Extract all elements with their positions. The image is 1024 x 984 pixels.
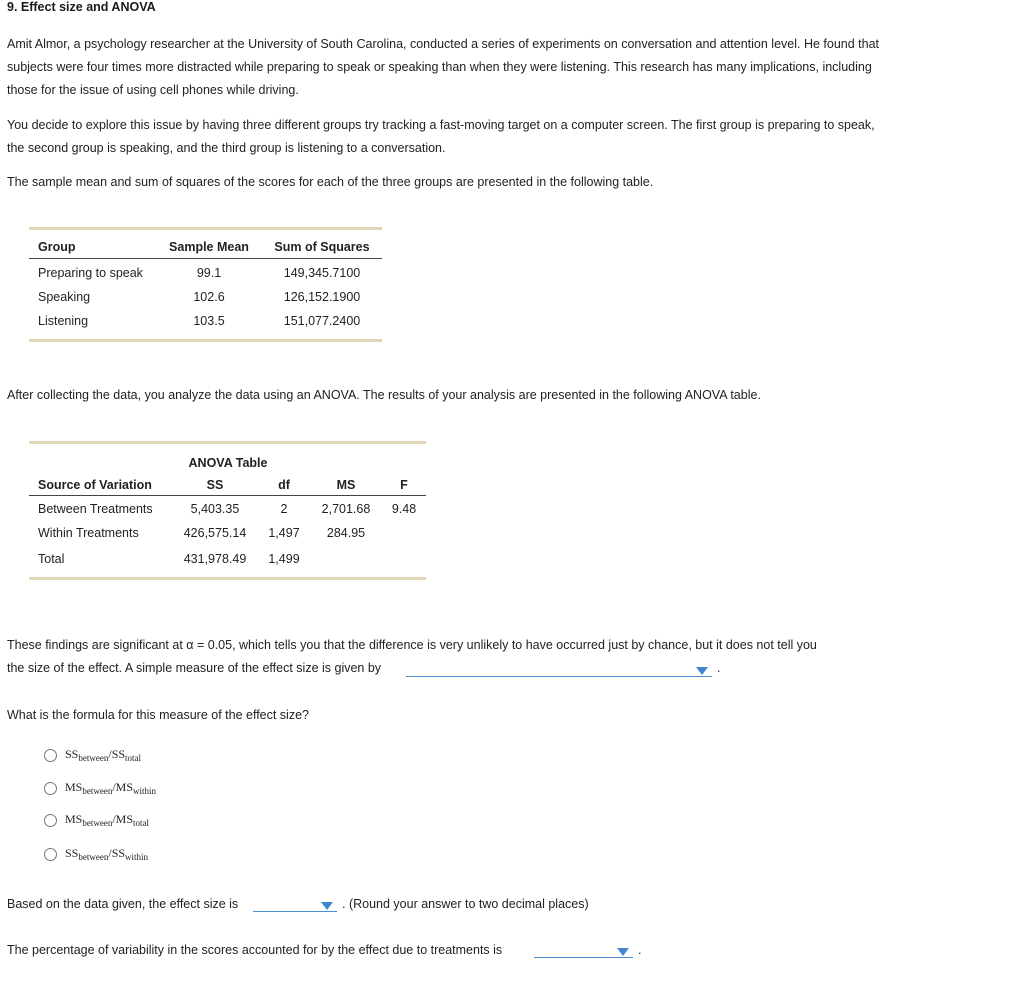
anova-cell-source: Total [38, 552, 65, 566]
radio-button[interactable] [44, 782, 57, 795]
anova-header-divider [29, 495, 426, 496]
formula-label: $MS_{between}/MS_{total}$ [65, 812, 150, 828]
effect-size-suffix: . (Round your answer to two decimal places) [342, 897, 589, 911]
anova-cell-source: Between Treatments [38, 502, 153, 516]
formula-option-ss-between-ss-within[interactable] [44, 845, 148, 863]
radio-button[interactable] [44, 749, 57, 762]
formula-label: $SS_{between}/SS_{total}$ [65, 747, 142, 763]
significance-text-line1: These findings are significant at α = 0.05, which tells you that the difference is very unlikely to have occurred just by chance, but it does not tell you [7, 638, 817, 652]
anova-cell-df: 1,499 [268, 552, 300, 566]
anova-cell-source: Within Treatments [38, 526, 139, 540]
effect-size-dropdown[interactable] [253, 897, 337, 912]
chevron-down-icon [617, 948, 629, 956]
table-cell-ss: 126,152.1900 [283, 290, 361, 304]
table-bottom-rule [29, 339, 382, 342]
percentage-prompt: The percentage of variability in the scores accounted for by the effect due to treatments is [7, 943, 503, 957]
header-sample-mean: Sample Mean [169, 240, 249, 254]
formula-question: What is the formula for this measure of the effect size? [7, 708, 309, 722]
anova-header-source: Source of Variation [38, 478, 152, 492]
anova-cell-df: 2 [280, 502, 288, 516]
explore-paragraph: You decide to explore this issue by having three different groups try tracking a fast-moving target on a computer screen. The first group is preparing to speak, the second group is speaking, and the third group is listening to a conversation. [7, 118, 875, 155]
table-cell-mean: 99.1 [196, 266, 222, 280]
formula-option-ms-between-ms-within[interactable] [44, 779, 156, 797]
anova-header-df: df [278, 478, 290, 492]
table-cell-mean: 103.5 [193, 314, 225, 328]
anova-cell-f: 9.48 [391, 502, 417, 516]
header-group: Group [38, 240, 76, 254]
table-cell-group: Preparing to speak [38, 266, 143, 280]
anova-cell-ss: 426,575.14 [183, 526, 247, 540]
intro-paragraph: Amit Almor, a psychology researcher at the University of South Carolina, conducted a series of experiments on conversation and attention level. He found that subjects were four times more distracted while preparing to speak or speaking than when they were listening. This research has many implications, including those for the issue of using cell phones while driving. [7, 37, 880, 97]
question-title: 9. Effect size and ANOVA [7, 0, 156, 14]
sample-table-intro: The sample mean and sum of squares of the scores for each of the three groups are presented in the following table. [7, 175, 654, 189]
table-cell-ss: 151,077.2400 [283, 314, 361, 328]
chevron-down-icon [696, 667, 708, 675]
period: . [638, 943, 642, 957]
period: . [717, 661, 721, 675]
formula-option-ms-between-ms-total[interactable] [44, 811, 149, 829]
anova-bottom-rule [29, 577, 426, 580]
anova-cell-ms: 2,701.68 [321, 502, 371, 516]
radio-button[interactable] [44, 848, 57, 861]
anova-header-ms: MS [336, 478, 356, 492]
radio-button[interactable] [44, 814, 57, 827]
anova-cell-ms: 284.95 [326, 526, 366, 540]
formula-label: $MS_{between}/MS_{within}$ [65, 780, 157, 796]
significance-text-line2: the size of the effect. A simple measure of the effect size is given by [7, 661, 382, 675]
effect-size-prompt: Based on the data given, the effect size is [7, 897, 239, 911]
header-divider [29, 258, 382, 259]
anova-header-f: F [400, 478, 408, 492]
effect-measure-dropdown[interactable] [406, 662, 712, 677]
formula-label: $SS_{between}/SS_{within}$ [65, 846, 149, 862]
table-cell-mean: 102.6 [193, 290, 225, 304]
table-top-rule [29, 227, 382, 230]
anova-intro: After collecting the data, you analyze the data using an ANOVA. The results of your analysis are presented in the following ANOVA table. [7, 388, 761, 402]
chevron-down-icon [321, 902, 333, 910]
percentage-dropdown[interactable] [534, 943, 633, 958]
anova-cell-df: 1,497 [268, 526, 300, 540]
table-cell-group: Listening [38, 314, 89, 328]
anova-cell-ss: 431,978.49 [183, 552, 247, 566]
anova-header-ss: SS [206, 478, 224, 492]
anova-caption: ANOVA Table [188, 456, 268, 470]
formula-option-ss-between-ss-total[interactable] [44, 746, 141, 764]
anova-top-rule [29, 441, 426, 444]
table-cell-group: Speaking [38, 290, 91, 304]
anova-cell-ss: 5,403.35 [190, 502, 240, 516]
header-sum-of-squares: Sum of Squares [274, 240, 370, 254]
table-cell-ss: 149,345.7100 [283, 266, 361, 280]
